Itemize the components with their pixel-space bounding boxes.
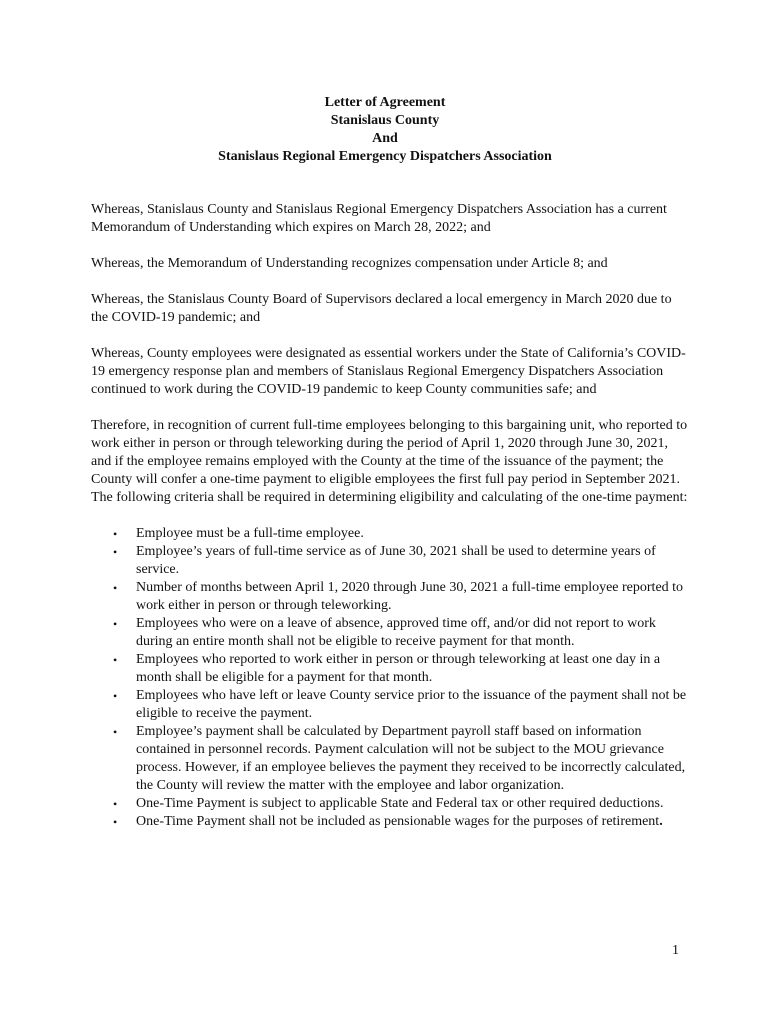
bullet-icon: • bbox=[113, 617, 118, 631]
criteria-text: Employee must be a full-time employee. bbox=[136, 526, 364, 541]
paragraph-whereas-essential-workers: Whereas, County employees were designated as essential workers under the State of California’s COVID-19 emergency response plan and members of Stanislaus Regional Emergency Dispatchers Association continued to work during the COVID-19 pandemic to keep County communities safe; and bbox=[91, 346, 686, 397]
criteria-text: One-Time Payment is subject to applicable State and Federal tax or other required deductions. bbox=[136, 796, 664, 811]
bullet-icon: • bbox=[113, 581, 118, 595]
criteria-item bbox=[91, 543, 691, 579]
criteria-text: Employee’s years of full-time service as of June 30, 2021 shall be used to determine years of service. bbox=[136, 544, 656, 577]
criteria-period: . bbox=[659, 814, 663, 829]
criteria-item bbox=[91, 813, 691, 831]
criteria-text: Number of months between April 1, 2020 through June 30, 2021 a full-time employee reported to work either in person or through teleworking. bbox=[136, 580, 684, 613]
title-line-3: And bbox=[372, 131, 398, 146]
bullet-icon: • bbox=[113, 689, 118, 703]
bullet-icon: • bbox=[113, 527, 118, 541]
document-title bbox=[0, 94, 770, 166]
title-line-1: Letter of Agreement bbox=[324, 95, 446, 110]
criteria-list bbox=[91, 525, 691, 831]
bullet-icon: • bbox=[113, 797, 118, 811]
paragraph-whereas-mou: Whereas, Stanislaus County and Stanislaus Regional Emergency Dispatchers Association has a current Memorandum of Understanding which expires on March 28, 2022; and bbox=[91, 202, 667, 235]
criteria-item bbox=[91, 525, 691, 543]
bullet-icon: • bbox=[113, 815, 118, 829]
criteria-text: Employee’s payment shall be calculated by Department payroll staff based on information contained in personnel records. Payment calculation will not be subject to the MOU grievance process. However, if an employee believes the payment they received to be incorrectly calculated, the County will review the matter with the employee and labor organization. bbox=[136, 724, 686, 793]
bullet-icon: • bbox=[113, 653, 118, 667]
criteria-text: Employees who were on a leave of absence, approved time off, and/or did not report to work during an entire month shall not be eligible to receive payment for that month. bbox=[136, 616, 656, 649]
bullet-icon: • bbox=[113, 545, 118, 559]
criteria-item bbox=[91, 795, 691, 813]
criteria-text: Employees who reported to work either in person or through teleworking at least one day in a month shall be eligible for a payment for that month. bbox=[136, 652, 661, 685]
document-body bbox=[91, 201, 691, 831]
criteria-item bbox=[91, 651, 691, 687]
criteria-item bbox=[91, 615, 691, 651]
paragraph-therefore: Therefore, in recognition of current full-time employees belonging to this bargaining unit, who reported to work either in person or through teleworking during the period of April 1, 2020 through June 30, 2021, and if the employee remains employed with the County at the time of the issuance of the payment; the County will confer a one-time payment to eligible employees the first full pay period in September 2021. The following criteria shall be required in determining eligibility and calculating of the one-time payment: bbox=[91, 418, 688, 505]
criteria-item bbox=[91, 687, 691, 723]
page-number: 1 bbox=[672, 943, 679, 958]
bullet-icon: • bbox=[113, 725, 118, 739]
title-line-4: Stanislaus Regional Emergency Dispatchers Association bbox=[218, 149, 552, 164]
paragraph-whereas-emergency: Whereas, the Stanislaus County Board of Supervisors declared a local emergency in March 2020 due to the COVID-19 pandemic; and bbox=[91, 292, 672, 325]
criteria-text: Employees who have left or leave County service prior to the issuance of the payment shall not be eligible to receive the payment. bbox=[136, 688, 687, 721]
paragraph-whereas-compensation: Whereas, the Memorandum of Understanding recognizes compensation under Article 8; and bbox=[91, 256, 608, 271]
criteria-item bbox=[91, 579, 691, 615]
criteria-text: One-Time Payment shall not be included as pensionable wages for the purposes of retirement bbox=[136, 814, 660, 829]
title-line-2: Stanislaus County bbox=[330, 113, 440, 128]
criteria-item bbox=[91, 723, 691, 795]
